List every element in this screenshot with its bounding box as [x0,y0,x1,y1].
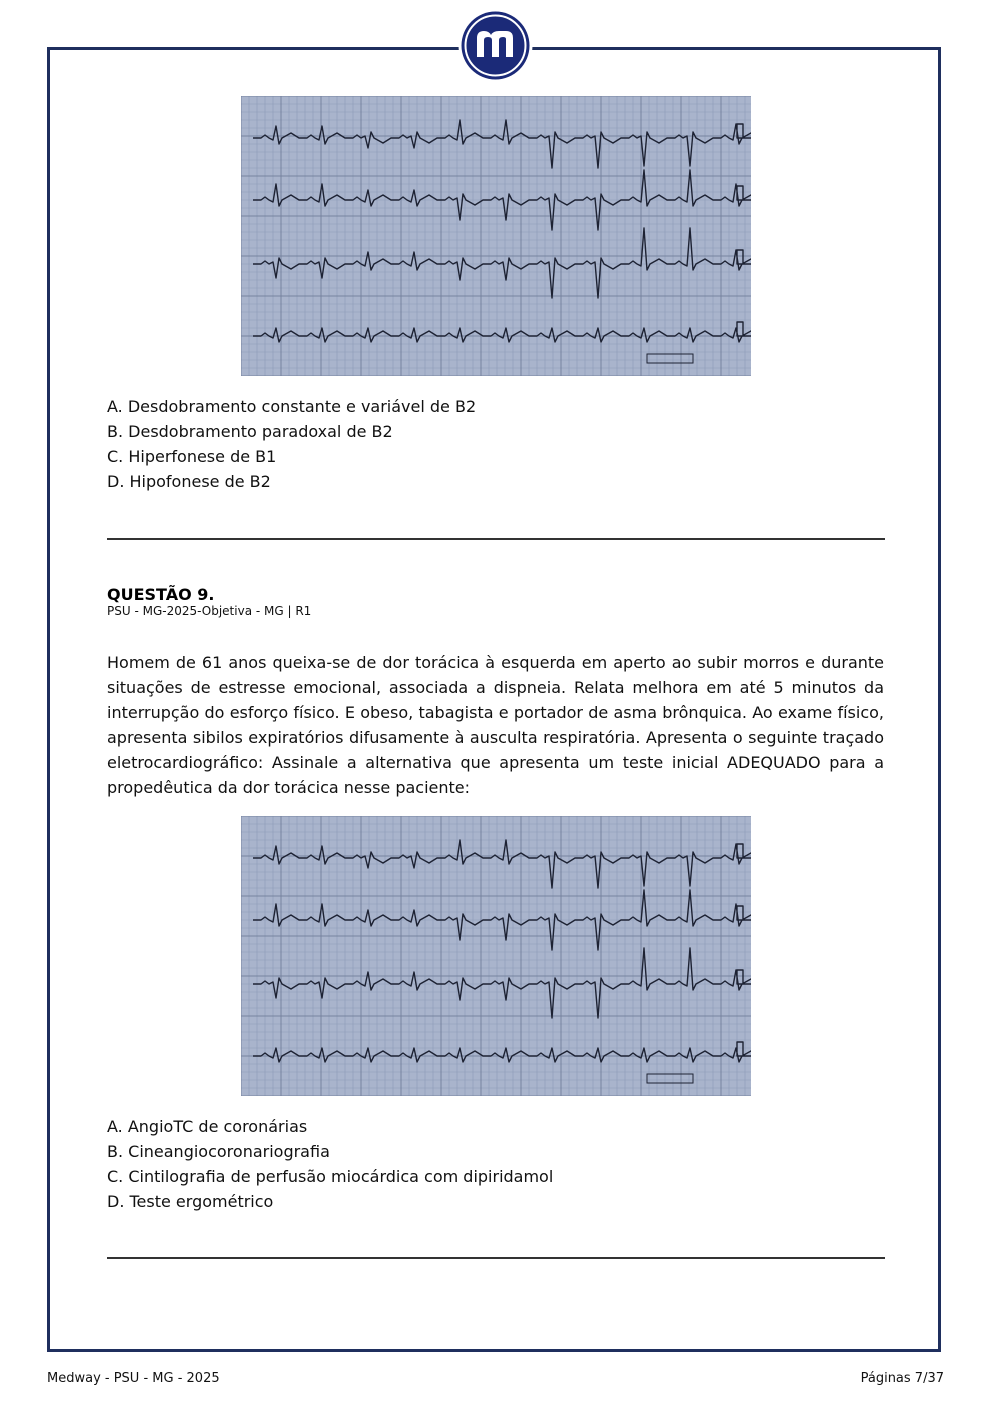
option-b[interactable]: B. Desdobramento paradoxal de B2 [107,422,393,441]
footer-left: Medway - PSU - MG - 2025 [47,1371,220,1386]
medway-logo-icon [457,7,534,84]
option-a[interactable]: A. AngioTC de coronárias [107,1117,308,1136]
footer-page-number: Páginas 7/37 [860,1371,944,1386]
ecg-image-question-8 [241,96,751,376]
option-d[interactable]: D. Hipofonese de B2 [107,472,271,491]
divider [107,538,885,540]
question-8-options [107,394,476,494]
divider [107,1257,885,1259]
option-c[interactable]: C. Cintilografia de perfusão miocárdica com dipiridamol [107,1167,554,1186]
option-c[interactable]: C. Hiperfonese de B1 [107,447,277,466]
question-source: PSU - MG-2025-Objetiva - MG | R1 [107,604,312,618]
option-a[interactable]: A. Desdobramento constante e variável de B2 [107,397,477,416]
question-text: Homem de 61 anos queixa-se de dor torácica à esquerda em aperto ao subir morros e durante situações de estresse emocional, associada a dispneia. Relata melhora em até 5 minutos da interrupção do esforço físico. E obeso, tabagista e portador de asma brônquica. Ao exame físico, apresenta sibilos expiratórios difusamente à ausculta respiratória. Apresenta o seguinte traçado eletrocardiográfico: Assinale a alternativa que apresenta um teste inicial ADEQUADO para a propedêutica da dor torácica nesse paciente: [107,653,884,797]
question-title: QUESTÃO 9. [107,585,215,604]
ecg-image-question-9 [241,816,751,1096]
option-b[interactable]: B. Cineangiocoronariografia [107,1142,330,1161]
option-d[interactable]: D. Teste ergométrico [107,1192,274,1211]
question-9-options [107,1114,553,1214]
